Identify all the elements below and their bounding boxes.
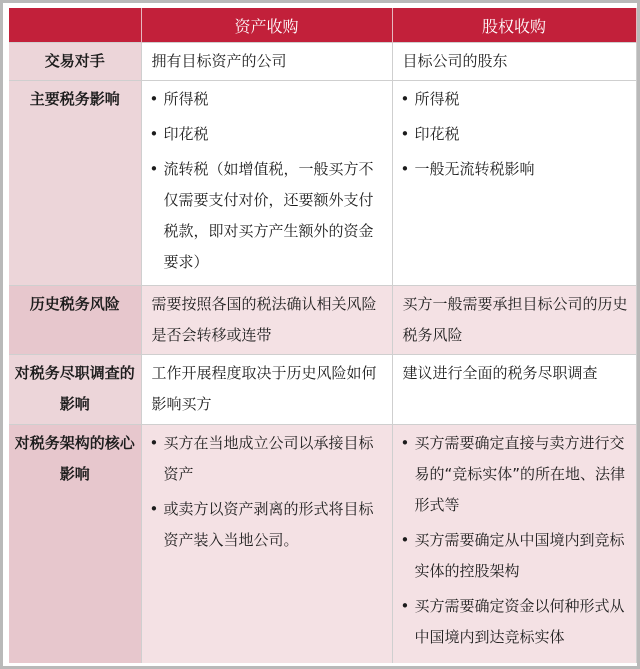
row-label: 对税务尽职调查的影响 [9,355,141,425]
bullet-icon: • [149,500,159,518]
list-item [401,84,628,115]
header-row [9,8,636,43]
list-item-text: 所得税 [163,90,209,108]
list-item [401,119,628,150]
bullet-list [150,84,384,278]
cell-text: 需要按照各国的税法确认相关风险是否会转移或连带 [151,295,377,344]
table-row-tax-impact [9,81,636,286]
cell-text: 拥有目标资产的公司 [151,52,287,70]
list-item-text: 买方需要确定直接与卖方进行交易的“竞标实体”的所在地、法律形式等 [414,434,626,514]
list-item-text: 买方需要确定资金以何种形式从中国境内到达竞标实体 [414,597,625,646]
bullet-icon: • [400,531,410,549]
list-item-text: 一般无流转税影响 [414,160,535,178]
asset-cell [141,286,392,355]
bullet-icon: • [400,90,410,108]
bullet-icon: • [149,125,159,143]
bullet-list [401,84,628,185]
cell-text: 买方一般需要承担目标公司的历史税务风险 [402,295,628,344]
list-item-text: 或卖方以资产剥离的形式将目标资产装入当地公司。 [163,500,374,549]
bullet-list [401,428,628,653]
bullet-icon: • [149,90,159,108]
cell-text: 目标公司的股东 [402,52,508,70]
bullet-icon: • [149,434,159,452]
bullet-list [150,428,384,556]
list-item [401,154,628,185]
equity-cell [392,425,636,663]
row-label: 对税务架构的核心影响 [9,425,141,663]
bullet-icon: • [400,597,410,615]
equity-cell [392,286,636,355]
asset-cell [141,81,392,286]
header-equity-acquisition: 股权收购 [392,8,636,43]
row-label: 主要税务影响 [9,81,141,286]
header-asset-acquisition: 资产收购 [141,8,392,43]
list-item [401,591,628,653]
equity-cell [392,43,636,81]
list-item-text: 印花税 [163,125,209,143]
table-row-structure [9,425,636,663]
bullet-icon: • [149,160,159,178]
table-row-counterparty [9,43,636,81]
list-item [150,154,384,278]
list-item [150,494,384,556]
equity-cell [392,355,636,425]
bullet-icon: • [400,125,410,143]
asset-cell [141,355,392,425]
equity-cell [392,81,636,286]
row-label: 交易对手 [9,43,141,81]
bullet-icon: • [400,160,410,178]
list-item [401,428,628,521]
list-item-text: 买方需要确定从中国境内到竞标实体的控股架构 [414,531,625,580]
header-corner [9,8,141,43]
list-item [150,119,384,150]
cell-text: 建议进行全面的税务尽职调查 [402,364,598,382]
list-item-text: 所得税 [414,90,460,108]
bullet-icon: • [400,434,410,452]
cell-text: 工作开展程度取决于历史风险如何影响买方 [151,364,377,413]
list-item-text: 买方在当地成立公司以承接目标资产 [163,434,374,483]
list-item [401,525,628,587]
list-item-text: 流转税（如增值税，一般买方不仅需要支付对价，还要额外支付税款，即对买方产生额外的资金要求） [163,160,374,271]
list-item-text: 印花税 [414,125,460,143]
table-row-due-diligence [9,355,636,425]
list-item [150,84,384,115]
asset-cell [141,43,392,81]
table-row-historical-risk [9,286,636,355]
row-label: 历史税务风险 [9,286,141,355]
comparison-table [9,8,637,663]
asset-cell [141,425,392,663]
list-item [150,428,384,490]
